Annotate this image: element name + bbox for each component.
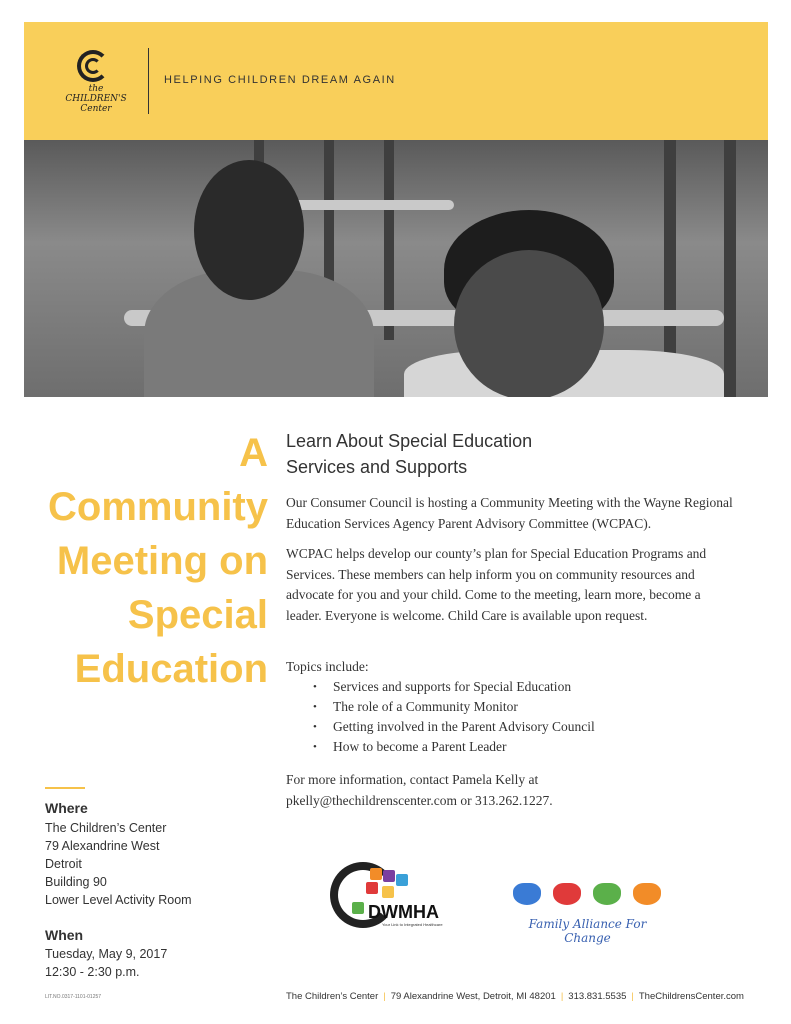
topics-list bbox=[313, 677, 595, 757]
headline-line: Special bbox=[127, 593, 268, 637]
headline-line: A Community bbox=[48, 431, 268, 529]
contact-info: For more information, contact Pamela Kelly at pkelly@thechildrenscenter.com or 313.262.1227. bbox=[286, 772, 553, 808]
dwmha-logo: DWMHA Your Link to Integrated Healthcare bbox=[330, 862, 460, 942]
accent-rule bbox=[45, 787, 85, 789]
when-heading: When bbox=[45, 927, 84, 943]
list-item: • Services and supports for Special Education bbox=[313, 677, 595, 697]
header-divider bbox=[148, 48, 149, 114]
headline-line: Education bbox=[74, 647, 268, 691]
topics-label: Topics include: bbox=[286, 659, 369, 674]
when-datetime: Tuesday, May 9, 2017 12:30 - 2:30 p.m. bbox=[45, 947, 168, 979]
list-item: • The role of a Community Monitor bbox=[313, 697, 595, 717]
tagline: HELPING CHILDREN DREAM AGAIN bbox=[164, 74, 396, 86]
where-address: The Children’s Center 79 Alexandrine West Detroit Building 90 Lower Level Activity Room bbox=[45, 821, 192, 907]
family-alliance-logo: Family Alliance For Change bbox=[505, 883, 670, 939]
childrens-center-logo: the CHILDREN'S Center bbox=[64, 50, 128, 122]
list-item: • Getting involved in the Parent Advisory Council bbox=[313, 717, 595, 737]
contact-email-phone[interactable]: pkelly@thechildrenscenter.com or 313.262.1227. bbox=[286, 793, 553, 808]
wcpac-paragraph: WCPAC helps develop our county’s plan for Special Education Programs and Services. These members can help inform you on community resources and advocate for you and your child. Come to the meeting, learn more, become a leader. Everyone is welcome. Child Care is available upon request. bbox=[286, 546, 707, 623]
footer-website-link[interactable]: TheChildrensCenter.com bbox=[638, 991, 744, 1002]
header-band bbox=[24, 22, 768, 140]
where-heading: Where bbox=[45, 800, 88, 816]
headline-line: Meeting on bbox=[56, 539, 268, 583]
lit-number: LIT.NO.0317-1101-01257 bbox=[45, 994, 102, 1000]
subheading: Learn About Special Education Services and Supports bbox=[286, 431, 533, 477]
footer: The Children’s Center | 79 Alexandrine West, Detroit, MI 48201 | 313.831.5535 | TheChildrensCenter.com bbox=[286, 991, 744, 1002]
intro-paragraph: Our Consumer Council is hosting a Community Meeting with the Wayne Regional Education Services Agency Parent Advisory Committee (WCPAC). bbox=[286, 495, 733, 531]
hero-photo bbox=[24, 140, 768, 397]
list-item: • How to become a Parent Leader bbox=[313, 737, 595, 757]
headline bbox=[24, 426, 268, 696]
